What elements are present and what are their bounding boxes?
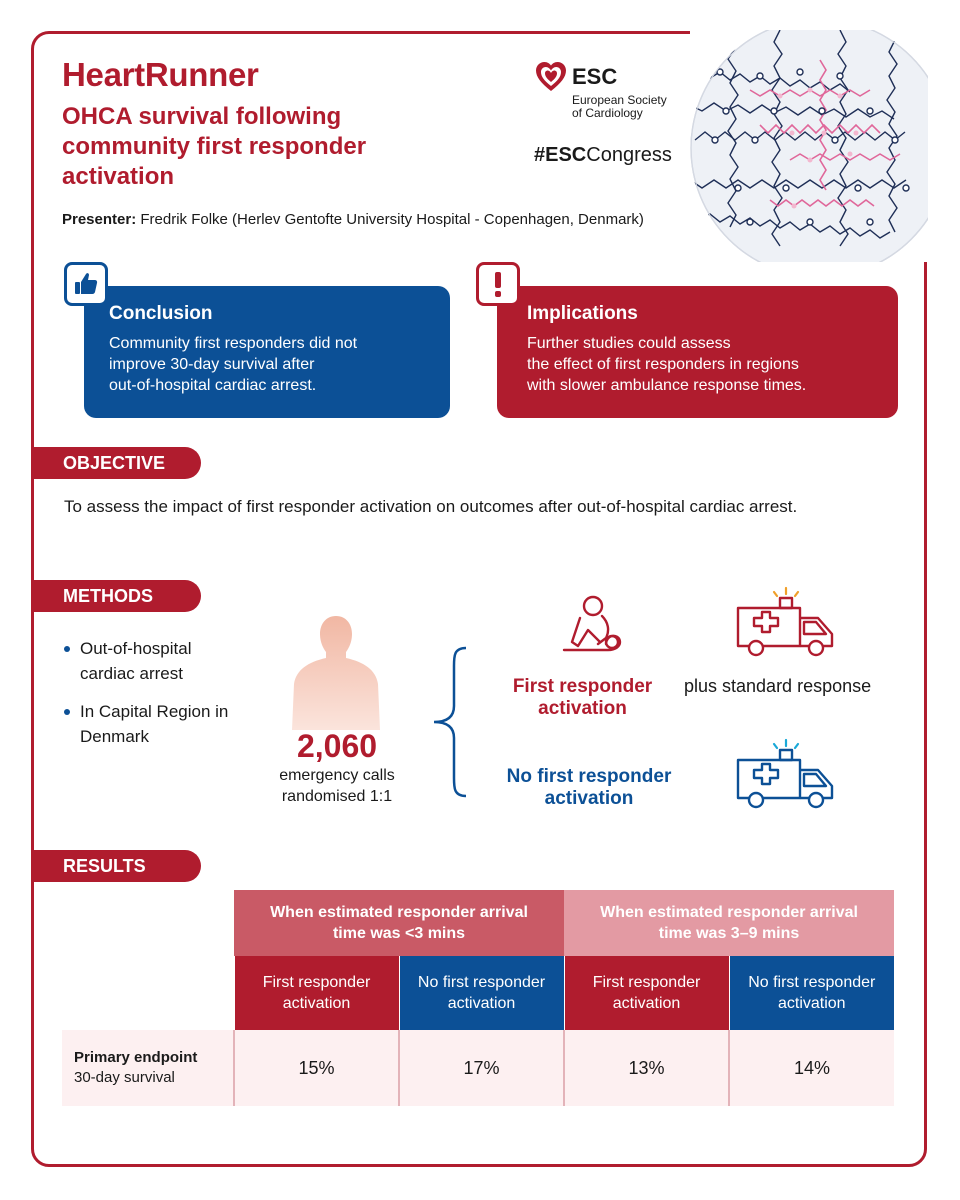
results-empty-cell <box>62 956 234 1030</box>
group-line: time was 3–9 mins <box>658 925 800 942</box>
implications-box <box>497 286 898 418</box>
conclusion-line: Community first responders did not <box>109 335 358 352</box>
col-line: First responder <box>592 974 701 991</box>
results-heading: RESULTS <box>31 850 201 882</box>
methods-bullet: Out-of-hospital cardiac arrest <box>62 636 230 686</box>
hashtag <box>534 144 672 167</box>
page-title: HeartRunner <box>62 56 259 93</box>
implications-title: Implications <box>527 303 638 324</box>
row-label-text: 30-day survival <box>74 1069 175 1086</box>
row-label-bold: Primary endpoint <box>74 1049 198 1066</box>
col-no-first-responder <box>729 956 894 1030</box>
hashtag-rest: Congress <box>586 144 672 166</box>
results-empty-cell <box>62 890 234 956</box>
calls-count: 2,060 <box>296 728 378 764</box>
col-first-responder <box>564 956 729 1030</box>
table-row <box>62 1030 894 1106</box>
col-line: activation <box>777 995 846 1012</box>
thumbs-up-icon <box>67 265 105 303</box>
col-first-responder <box>234 956 399 1030</box>
group-line: time was <3 mins <box>332 925 466 942</box>
col-line: activation <box>612 995 681 1012</box>
col-no-first-responder <box>399 956 564 1030</box>
row-label-primary-endpoint <box>62 1030 234 1106</box>
results-group-3-9-min <box>564 890 894 956</box>
exclamation-icon <box>479 265 517 303</box>
results-table <box>62 890 894 1106</box>
plus-standard-response: plus standard response <box>684 676 872 696</box>
implications-text <box>527 333 806 396</box>
calls-line: emergency calls <box>279 767 395 784</box>
person-silhouette-icon <box>290 612 382 730</box>
implications-line: the effect of first responders in regions <box>527 356 799 373</box>
col-line: First responder <box>262 974 371 991</box>
implications-line: with slower ambulance response times. <box>527 377 807 394</box>
group-line: When estimated responder arrival <box>270 904 528 921</box>
calls-description <box>252 765 422 807</box>
result-value: 15% <box>234 1030 399 1106</box>
conclusion-line: improve 30-day survival after <box>109 356 315 373</box>
objective-heading: OBJECTIVE <box>31 447 201 479</box>
arm-first-responder-line: activation <box>538 698 627 719</box>
conclusion-box <box>84 286 450 418</box>
randomisation-brace <box>430 646 470 798</box>
arm-no-first-responder <box>484 766 694 810</box>
results-column-header-row <box>62 956 894 1030</box>
methods-bullet: In Capital Region in Denmark <box>62 699 240 749</box>
heart-logo-icon <box>534 60 568 94</box>
conclusion-line: out-of-hospital cardiac arrest. <box>109 377 317 394</box>
esc-logo-text: ESC <box>572 64 618 89</box>
col-line: No first responder <box>748 974 876 991</box>
conclusion-title: Conclusion <box>109 303 213 324</box>
col-line: No first responder <box>417 974 546 991</box>
conclusion-badge <box>64 262 108 306</box>
col-line: activation <box>447 995 516 1012</box>
arm-first-responder-line: First responder <box>512 676 653 697</box>
hashtag-bold: #ESC <box>534 144 587 166</box>
ambulance-blue-icon <box>734 738 836 812</box>
esc-logo-line2: of Cardiology <box>572 106 643 120</box>
implications-line: Further studies could assess <box>527 335 731 352</box>
group-line: When estimated responder arrival <box>600 904 858 921</box>
arm-first-responder <box>490 676 675 720</box>
arm-no-first-responder-line: No first responder <box>506 766 672 787</box>
results-group-under-3-min <box>234 890 564 956</box>
methods-heading: METHODS <box>31 580 201 612</box>
calls-line: randomised 1:1 <box>281 788 393 805</box>
molecule-globe-decoration <box>690 30 928 262</box>
methods-bullets <box>62 636 262 762</box>
result-value: 14% <box>729 1030 894 1106</box>
esc-logo-subtitle <box>572 94 667 120</box>
cpr-icon <box>558 594 626 660</box>
results-group-header-row <box>62 890 894 956</box>
result-value: 13% <box>564 1030 729 1106</box>
presenter-label: Presenter: <box>62 211 137 228</box>
ambulance-red-icon <box>734 586 836 660</box>
col-line: activation <box>282 995 351 1012</box>
implications-badge <box>476 262 520 306</box>
objective-text: To assess the impact of first responder activation on outcomes after out-of-hospital cardiac arrest. <box>64 497 798 516</box>
presenter-line <box>62 211 644 228</box>
presenter-name: Fredrik Folke (Herlev Gentofte University Hospital - Copenhagen, Denmark) <box>140 211 644 228</box>
esc-logo-line1: European Society <box>572 93 667 107</box>
page-subtitle: OHCA survival following community first responder activation <box>62 103 367 190</box>
result-value: 17% <box>399 1030 564 1106</box>
conclusion-text <box>109 333 357 396</box>
arm-no-first-responder-line: activation <box>544 788 634 809</box>
